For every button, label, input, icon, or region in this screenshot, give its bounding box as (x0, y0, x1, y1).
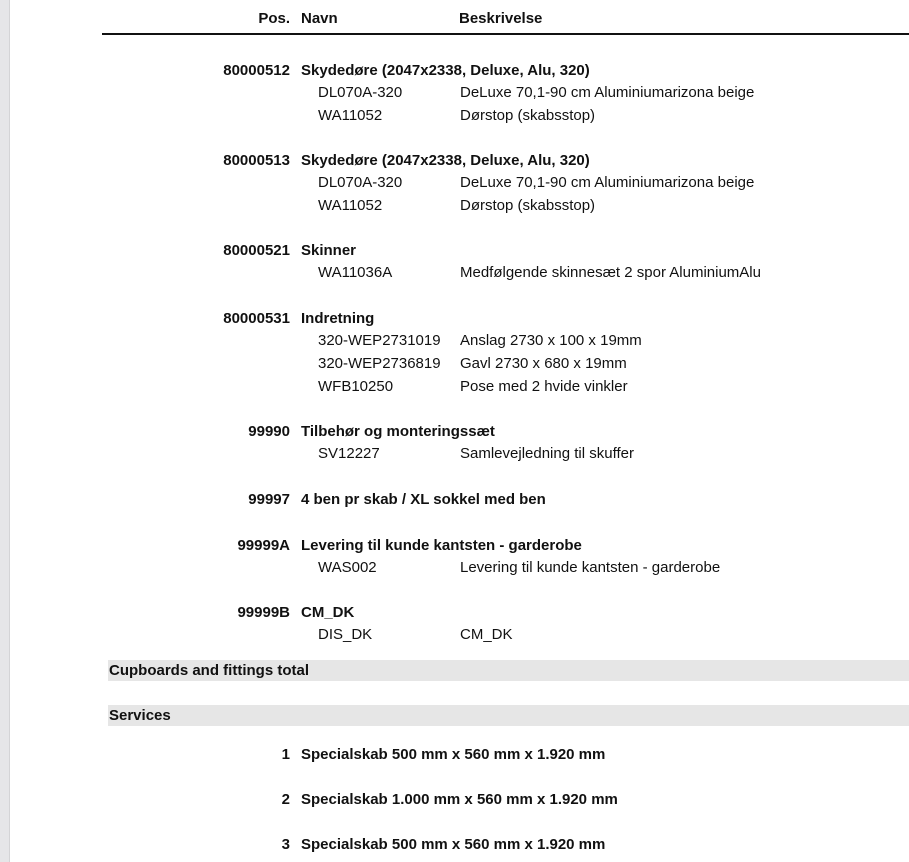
item-code: 320-WEP2736819 (318, 355, 441, 372)
item-description: Dørstop (skabsstop) (460, 197, 596, 214)
service-header-row (0, 836, 909, 858)
item-row (0, 559, 909, 582)
item-description: Gavl 2730 x 680 x 19mm (460, 355, 627, 372)
item-description: Medfølgende skinnesæt 2 spor AluminiumAlu (460, 264, 761, 281)
item-code: WA11052 (318, 107, 383, 124)
group-header-row (0, 152, 909, 174)
item-description: Pose med 2 hvide vinkler (460, 378, 628, 395)
item-description: Samlevejledning til skuffer (460, 445, 634, 462)
item-row (0, 332, 909, 355)
item-row (0, 445, 909, 468)
position-number: 80000513 (223, 152, 290, 169)
group-header-row (0, 423, 909, 445)
group-title: Skinner (301, 242, 357, 259)
position-number: 99999B (237, 604, 290, 621)
service-row (0, 836, 909, 858)
order-group (0, 491, 909, 513)
service-header-row (0, 791, 909, 813)
group-title: Skydedøre (2047x2338, Deluxe, Alu, 320) (301, 62, 590, 79)
item-description: Levering til kunde kantsten - garderobe (460, 559, 721, 576)
order-group (0, 537, 909, 582)
service-title: Specialskab 1.000 mm x 560 mm x 1.920 mm (301, 791, 618, 808)
item-row (0, 626, 909, 649)
item-code: DIS_DK (318, 626, 373, 643)
service-title: Specialskab 500 mm x 560 mm x 1.920 mm (301, 746, 606, 763)
cupboards-total-label: Cupboards and fittings total (109, 662, 309, 679)
item-code: 320-WEP2731019 (318, 332, 441, 349)
group-header-row (0, 491, 909, 513)
services-label: Services (109, 707, 171, 724)
column-header-navn: Navn (301, 10, 338, 27)
item-row (0, 378, 909, 401)
order-group (0, 310, 909, 401)
item-row (0, 107, 909, 130)
services-band (108, 705, 909, 726)
position-number: 99990 (248, 423, 290, 440)
column-header-pos: Pos. (258, 10, 290, 27)
service-row (0, 746, 909, 768)
order-group (0, 604, 909, 649)
item-code: WA11052 (318, 197, 383, 214)
group-header-row (0, 310, 909, 332)
item-code: SV12227 (318, 445, 380, 462)
group-title: Levering til kunde kantsten - garderobe (301, 537, 582, 554)
position-number: 80000512 (223, 62, 290, 79)
position-number: 99999A (237, 537, 290, 554)
position-number: 80000521 (223, 242, 290, 259)
item-code: DL070A-320 (318, 174, 403, 191)
item-row (0, 264, 909, 287)
service-row (0, 791, 909, 813)
item-row (0, 355, 909, 378)
group-title: Tilbehør og monteringssæt (301, 423, 495, 440)
group-title: Skydedøre (2047x2338, Deluxe, Alu, 320) (301, 152, 590, 169)
item-code: DL070A-320 (318, 84, 403, 101)
item-description: Anslag 2730 x 100 x 19mm (460, 332, 642, 349)
group-title: Indretning (301, 310, 375, 327)
item-description: CM_DK (460, 626, 513, 643)
item-code: WA11036A (318, 264, 393, 281)
group-title: 4 ben pr skab / XL sokkel med ben (301, 491, 546, 508)
position-number: 80000531 (223, 310, 290, 327)
item-description: Dørstop (skabsstop) (460, 107, 596, 124)
cupboards-total-band (108, 660, 909, 681)
item-description: DeLuxe 70,1-90 cm Aluminiumarizona beige (460, 174, 755, 191)
group-header-row (0, 604, 909, 626)
service-number: 1 (281, 746, 290, 763)
item-description: DeLuxe 70,1-90 cm Aluminiumarizona beige (460, 84, 755, 101)
order-group (0, 62, 909, 130)
item-row (0, 174, 909, 197)
order-group (0, 152, 909, 220)
service-number: 3 (281, 836, 290, 853)
service-header-row (0, 746, 909, 768)
item-code: WAS002 (318, 559, 377, 576)
item-row (0, 84, 909, 107)
header-divider (102, 33, 909, 35)
group-header-row (0, 62, 909, 84)
column-header-beskrivelse: Beskrivelse (459, 10, 543, 27)
item-code: WFB10250 (318, 378, 394, 395)
service-title: Specialskab 500 mm x 560 mm x 1.920 mm (301, 836, 606, 853)
order-group (0, 242, 909, 287)
service-number: 2 (281, 791, 290, 808)
item-row (0, 197, 909, 220)
position-number: 99997 (248, 491, 290, 508)
group-header-row (0, 242, 909, 264)
group-header-row (0, 537, 909, 559)
group-title: CM_DK (301, 604, 355, 621)
order-group (0, 423, 909, 468)
